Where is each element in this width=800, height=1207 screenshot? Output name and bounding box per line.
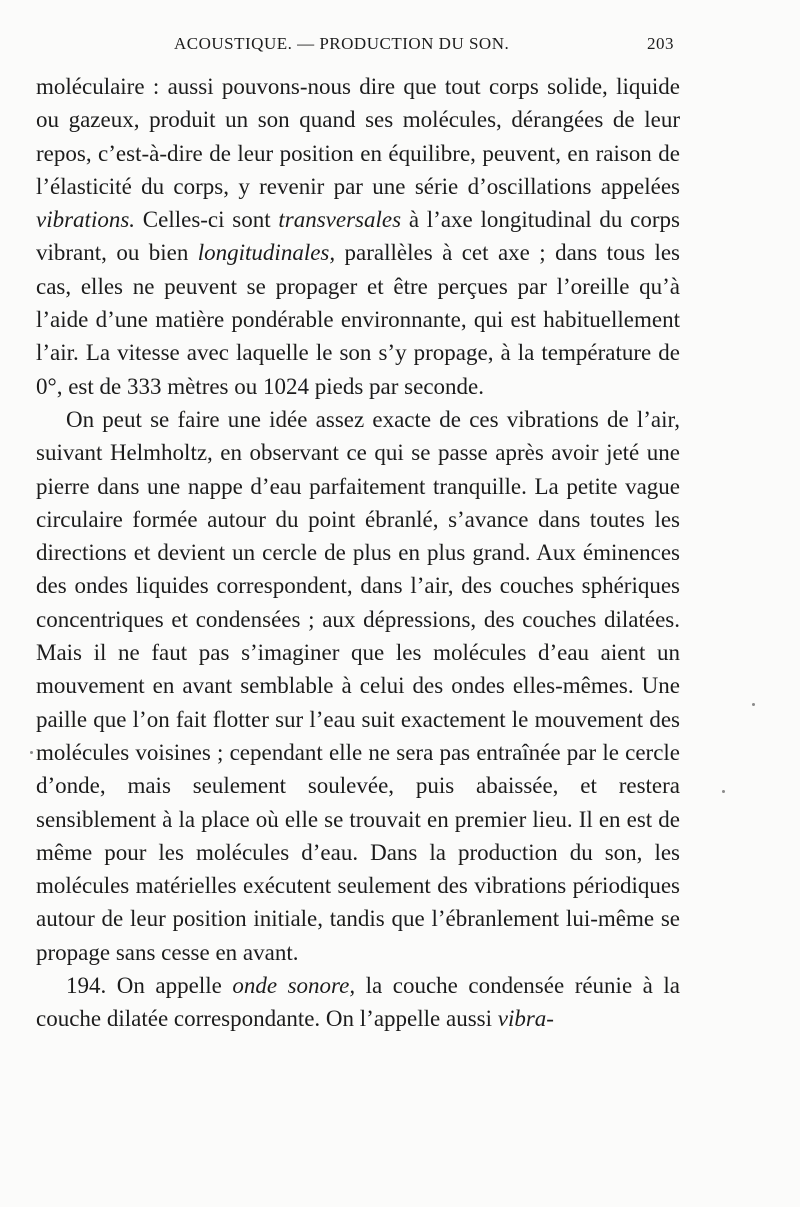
italic-term-vibra: vibra-	[497, 1006, 554, 1032]
text-segment: moléculaire : aussi pouvons-nous dire que tout corps solide, liquide ou gazeux, produit un son quand ses molécules, dérangées de leur repos, c’est-à-dire de leur position en équilibre, peuvent, en raison de l’élasticité du corps, y revenir par une série d’oscillations appelées	[36, 74, 680, 199]
page-number: 203	[647, 34, 674, 53]
paragraph-continuation	[36, 70, 680, 403]
paragraph-section-194	[36, 969, 680, 1036]
text-segment: Celles-ci sont	[135, 207, 279, 233]
print-speck	[30, 751, 33, 754]
body-text	[36, 70, 680, 1036]
text-segment: On appelle	[106, 973, 233, 999]
paragraph-helmholtz	[36, 403, 680, 969]
running-header-title: ACOUSTIQUE. — PRODUCTION DU SON.	[174, 34, 510, 53]
text-segment: à l’axe longitudinal du corps vibrant, ou bien	[36, 207, 680, 266]
text-segment: la couche condensée réunie à la couche dilatée correspondante. On l’appelle aussi	[36, 973, 681, 1032]
italic-term-onde-sonore: onde sonore,	[232, 973, 356, 999]
italic-term-transversales: transversales	[278, 207, 402, 233]
text-segment: parallèles à cet axe ; dans tous les cas, elles ne peuvent se propager et être perçues par l’oreille qu’à l’aide d’une matière pondérable environnante, qui est habituellement l’air. La vitesse avec laquelle le son s’y propage, à la température de 0°, est de 333 mètres ou 1024 pieds par seconde.	[36, 240, 680, 399]
italic-term-vibrations: vibrations.	[36, 207, 136, 233]
print-speck	[752, 703, 755, 706]
text-segment: On peut se faire une idée assez exacte de ces vibrations de l’air, suivant Helmholtz, en observant ce qui se passe après avoir jeté une pierre dans une nappe d’eau parfaitement tranquille. La petite vague circulaire formée autour du point ébranlé, s’avance dans toutes les directions et devient un cercle de plus en plus grand. Aux éminences des ondes liquides correspondent, dans l’air, des couches sphériques concentriques et condensées ; aux dépressions, des couches dilatées. Mais il ne faut pas s’imaginer que les molécules d’eau aient un mouvement en avant semblable à celui des ondes elles-mêmes. Une paille que l’on fait flotter sur l’eau suit exactement le mouvement des molécules voisines ; cependant elle ne sera pas entraînée par le cercle d’onde, mais seulement soulevée, puis abaissée, et restera sensiblement à la place où elle se trouvait en premier lieu. Il en est de même pour les molécules d’eau. Dans la production du son, les molécules matérielles exécutent seulement des vibrations périodiques autour de leur position initiale, tandis que l’ébranlement lui-même se propage sans cesse en avant.	[36, 406, 680, 965]
print-speck	[722, 790, 725, 793]
italic-term-longitudinales: longitudinales,	[197, 240, 336, 266]
running-header	[38, 34, 678, 56]
section-number: 194.	[66, 973, 107, 999]
